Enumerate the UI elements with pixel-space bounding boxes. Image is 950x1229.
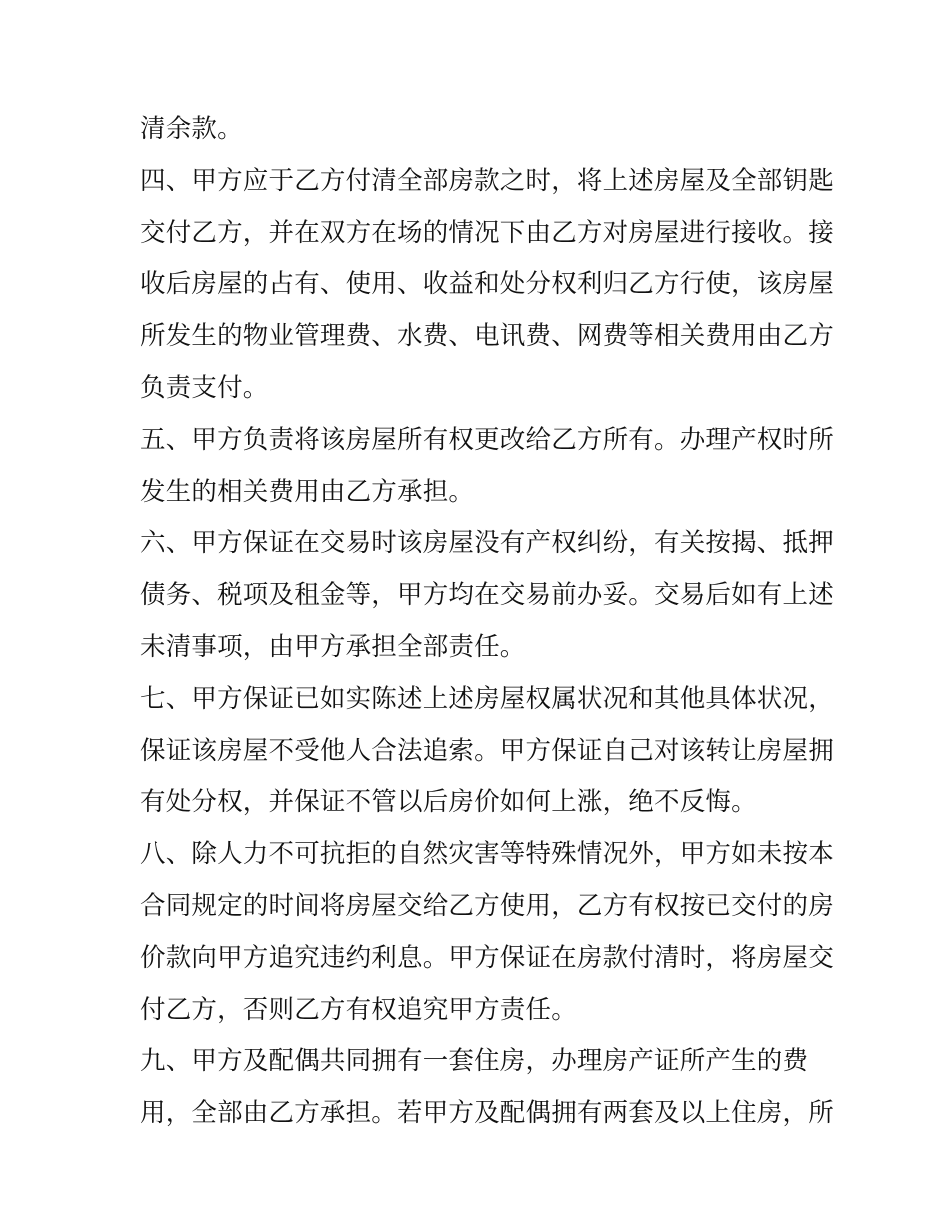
text-line: 收后房屋的占有、使用、收益和处分权利归乙方行使，该房屋 (140, 269, 834, 300)
text-line: 交付乙方，并在双方在场的情况下由乙方对房屋进行接收。接 (140, 217, 834, 248)
text-line: 付乙方，否则乙方有权追究甲方责任。 (140, 994, 577, 1025)
text-line: 债务、税项及租金等，甲方均在交易前办妥。交易后如有上述 (140, 580, 834, 611)
text-line: 九、甲方及配偶共同拥有一套住房，办理房产证所产生的费 (140, 1046, 809, 1077)
text-line: 五、甲方负责将该房屋所有权更改给乙方所有。办理产权时所 (140, 424, 834, 455)
text-line: 价款向甲方追究违约利息。甲方保证在房款付清时，将房屋交 (140, 942, 834, 973)
text-line: 八、除人力不可抗拒的自然灾害等特殊情况外，甲方如未按本 (140, 839, 834, 870)
contract-body (140, 104, 834, 1140)
text-line: 负责支付。 (140, 372, 269, 403)
text-line: 用，全部由乙方承担。若甲方及配偶拥有两套及以上住房，所 (140, 1098, 834, 1129)
text-line: 合同规定的时间将房屋交给乙方使用，乙方有权按已交付的房 (140, 890, 834, 921)
text-line: 四、甲方应于乙方付清全部房款之时，将上述房屋及全部钥匙 (140, 165, 834, 196)
text-line: 发生的相关费用由乙方承担。 (140, 476, 475, 507)
text-line: 所发生的物业管理费、水费、电讯费、网费等相关费用由乙方 (140, 321, 834, 352)
text-line: 未清事项，由甲方承担全部责任。 (140, 631, 526, 662)
text-line: 保证该房屋不受他人合法追索。甲方保证自己对该转让房屋拥 (140, 735, 834, 766)
text-line: 清余款。 (140, 114, 243, 144)
text-line: 七、甲方保证已如实陈述上述房屋权属状况和其他具体状况， (140, 683, 834, 714)
text-line: 六、甲方保证在交易时该房屋没有产权纠纷，有关按揭、抵押 (140, 528, 834, 559)
text-line: 有处分权，并保证不管以后房价如何上涨，绝不反悔。 (140, 787, 757, 818)
